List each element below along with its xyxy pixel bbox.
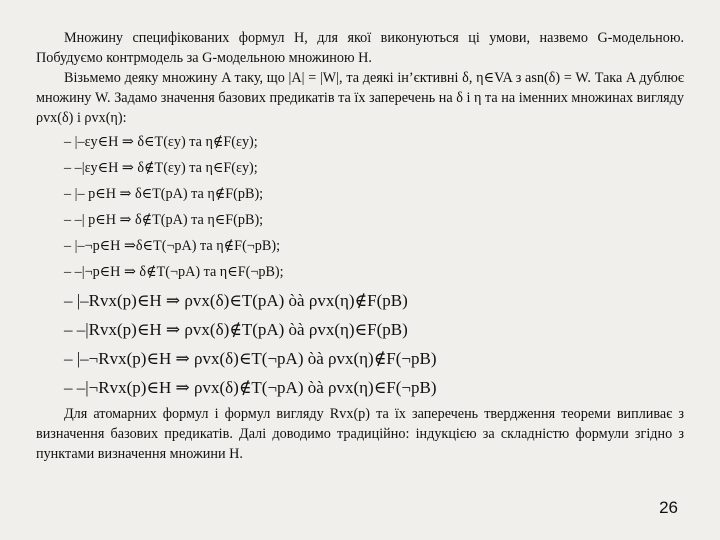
formula-4: – –|¬Rvx(p)∈H ⇒ ρvx(δ)∉T(¬pA) òà ρvx(η)∈F(¬pB) (64, 378, 437, 397)
closing-text: Для атомарних формул і формул вигляду Rvx(p) та їх заперечень твердження теореми випливає з визначення базових предикатів. Далі доводимо традиційно: індукцією за складністю формули згідно з пунктами визначення множини H. (36, 406, 684, 462)
intro-text: Множину специфікованих формул H, для якої виконуються ці умови, назвемо G-модельною. Побудуємо контрмодель за G-модельною множиною H. (36, 30, 684, 66)
paragraph-construction (36, 68, 684, 128)
rule-3: – |– p∈H ⇒ δ∈T(pA) та η∉F(pB); (64, 186, 264, 202)
document-body (36, 28, 684, 464)
rule-1: – |–εy∈H ⇒ δ∈T(εy) та η∉F(εy); (64, 134, 258, 150)
paragraph-intro (36, 28, 684, 68)
construction-text: Візьмемо деяку множину A таку, що |A| = |W|, та деякі ін’єктивні δ, η∈VA з asn(δ) = W. Така A дублює множину W. Задамо значення базових предикатів та їх заперечень на δ і η та на іменних множинах вигляду ρvx(δ) і ρvx(η): (36, 70, 684, 126)
page-number: 26 (659, 498, 678, 517)
paragraph-closing (36, 404, 684, 464)
rule-6: – –|¬p∈H ⇒ δ∉T(¬pA) та η∈F(¬pB); (64, 264, 284, 280)
rule-2: – –|εy∈H ⇒ δ∉T(εy) та η∈F(εy); (64, 160, 258, 176)
rule-5: – |–¬p∈H ⇒δ∈T(¬pA) та η∉F(¬pB); (64, 238, 281, 254)
formula-3: – |–¬Rvx(p)∈H ⇒ ρvx(δ)∈T(¬pA) òà ρvx(η)∉F(¬pB) (64, 349, 437, 368)
rule-4: – –| p∈H ⇒ δ∉T(pA) та η∈F(pB); (64, 212, 264, 228)
formula-2: – –|Rvx(p)∈H ⇒ ρvx(δ)∉T(pA) òà ρvx(η)∈F(pB) (64, 320, 408, 339)
formula-1: – |–Rvx(p)∈H ⇒ ρvx(δ)∈T(pA) òà ρvx(η)∉F(pB) (64, 291, 408, 310)
